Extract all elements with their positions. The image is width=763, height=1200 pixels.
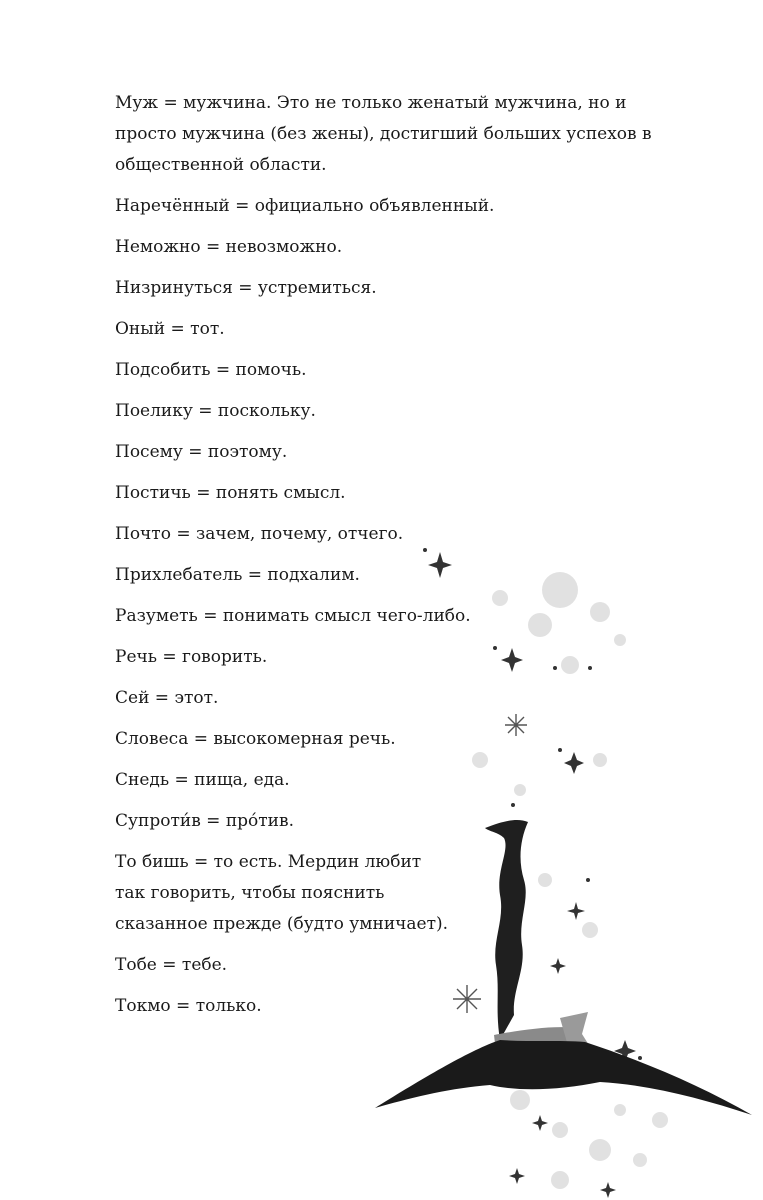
glossary-entry-pochto: Почто = зачем, почему, отчего. <box>115 524 404 544</box>
witch-hat <box>375 820 752 1115</box>
glossary-entry-suprotiv: Супроти́в = про́тив. <box>115 811 294 831</box>
glossary-entry-sey: Сей = этот. <box>115 688 219 708</box>
glossary-entry-nizrinutsya: Низринуться = устремиться. <box>115 278 377 298</box>
glossary-entry-muzh: Муж = мужчина. Это не только женатый мужчина, но и просто мужчина (без жены), достигший больших успехов в общественной области. <box>115 93 652 175</box>
glossary-entry-tokmo: Токмо = только. <box>115 996 262 1016</box>
glossary-entry-nemozhno: Неможно = невозможно. <box>115 237 343 257</box>
glossary-entry-posemu: Посему = поэтому. <box>115 442 288 462</box>
glossary-entry-tobe: Тобе = тебе. <box>115 955 228 975</box>
glossary-entry-ony: Оный = тот. <box>115 319 225 339</box>
glossary-entry-rech: Речь = говорить. <box>115 647 268 667</box>
glossary-entry-prikhlebatel: Прихлебатель = подхалим. <box>115 565 360 585</box>
witch-hat-illustration <box>360 540 763 1200</box>
sparkle-stars <box>423 548 642 1198</box>
glossary-entry-postich: Постичь = понять смысл. <box>115 483 346 503</box>
glossary-entry-poeliku: Поелику = поскольку. <box>115 401 316 421</box>
glossary-entry-to-bish: То бишь = то есть. Мердин любит так говорить, чтобы пояснить сказанное прежде (будто умничает). <box>115 852 449 934</box>
glossary-entry-sned: Снедь = пища, еда. <box>115 770 290 790</box>
glossary-entry-slovesa: Словеса = высокомерная речь. <box>115 729 396 749</box>
glossary-entry-razumet: Разуметь = понимать смысл чего-либо. <box>115 606 471 626</box>
glossary-entry-narechenny: Наречённый = официально объявленный. <box>115 196 495 216</box>
glossary-entry-podsobit: Подсобить = помочь. <box>115 360 307 380</box>
